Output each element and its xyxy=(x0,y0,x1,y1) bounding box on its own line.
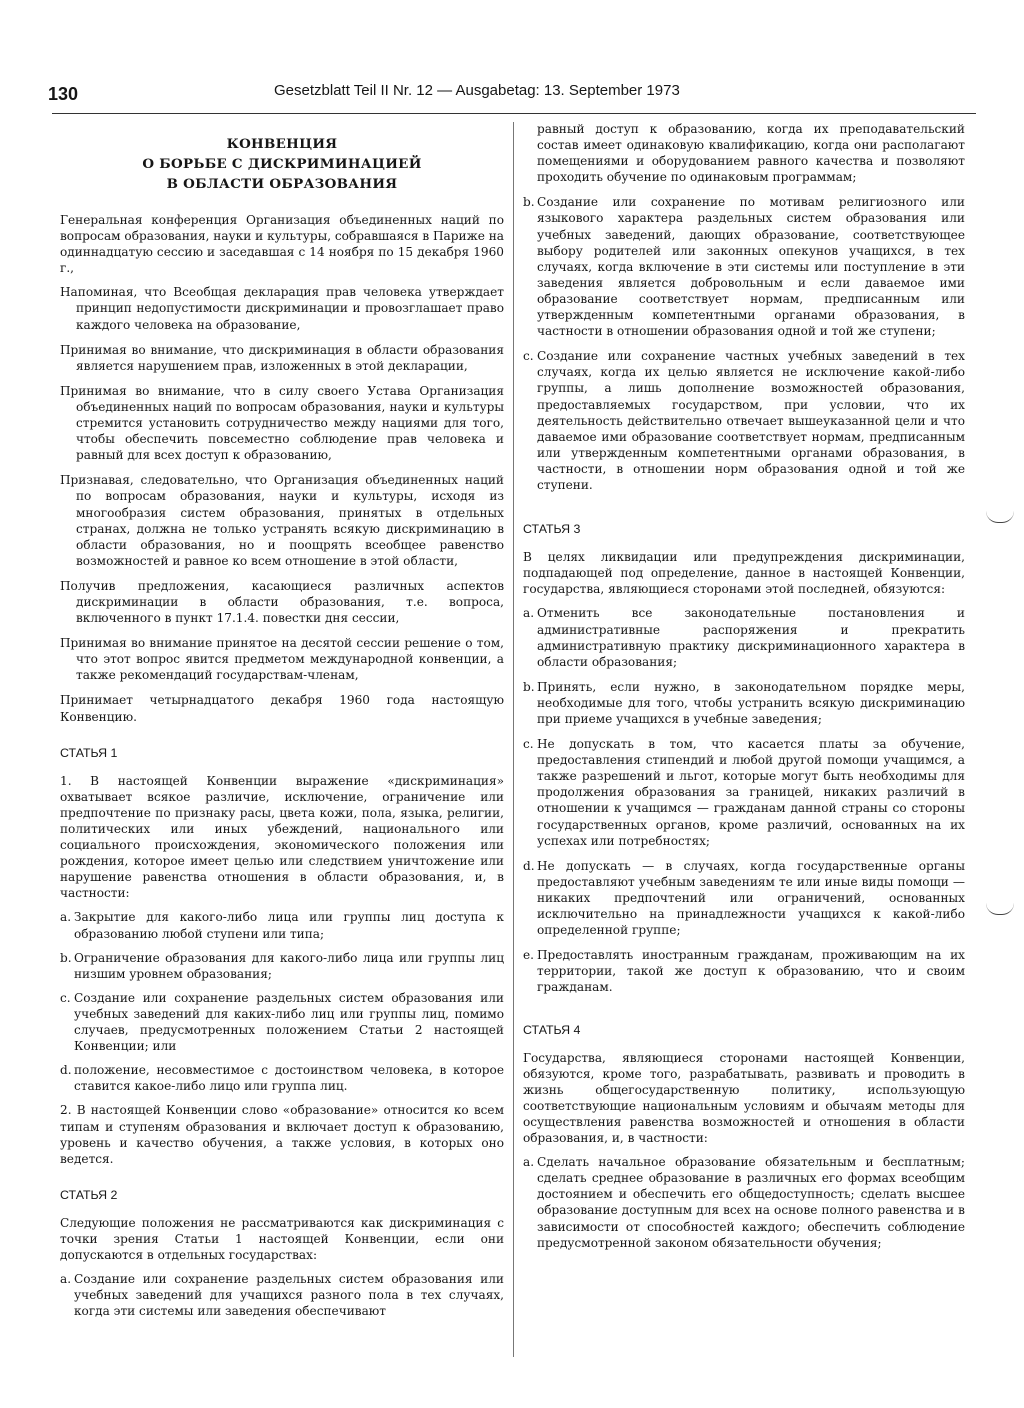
list-item xyxy=(60,1062,504,1094)
title-line-1: КОНВЕНЦИЯ xyxy=(226,136,338,152)
list-item xyxy=(523,348,965,493)
list-item xyxy=(523,679,965,727)
margin-mark xyxy=(986,508,1014,523)
item-label: a. xyxy=(523,606,535,621)
preamble-paragraph: Принимая во внимание, что дискриминация в области образования является нарушением прав, изложенных в этой декларации, xyxy=(60,342,504,373)
item-text: положение, несовместимое с достоинством человека, в которое ставится какое-либо лицо или группа лиц. xyxy=(74,1063,504,1094)
item-label: b. xyxy=(523,679,535,694)
list-item xyxy=(60,909,504,941)
list-item xyxy=(60,950,504,982)
list-item xyxy=(523,858,965,938)
list-item xyxy=(523,736,965,849)
article-1-paragraph-1: 1. В настоящей Конвенции выражение «дискриминация» охватывает всякое различие, исключение, ограничение или предпочтение по признаку расы, цвета кожи, пола, языка, религии, политических или иных убеждений, национального или социального происхождения, экономического положения или рождения, которое имеет целью или следствием уничтожение или нарушение равенства отношения в области образования, и, в частности: xyxy=(60,773,504,901)
article-3-heading: СТАТЬЯ 3 xyxy=(523,522,581,537)
header-rule xyxy=(52,113,976,114)
list-item xyxy=(523,947,965,995)
left-column xyxy=(60,126,504,1327)
article-1-heading: СТАТЬЯ 1 xyxy=(60,745,118,760)
preamble xyxy=(60,284,504,683)
item-text: Не допускать — в случаях, когда государственные органы предоставляют учебным заведениям те или иные виды помощи — никаких предпочтений или ограничений, основанных исключительно на принадлежности учащихся к какой-либо определенной группе; xyxy=(537,858,965,938)
list-item xyxy=(60,1271,504,1319)
preamble-intro: Генеральная конференция Организация объединенных наций по вопросам образования, науки и культуры, собравшаяся в Париже на одиннадцатую сессию и заседавшая с 14 ноября по 15 декабря 1960 г., xyxy=(60,213,504,276)
right-column xyxy=(523,121,965,1260)
running-title: Gesetzblatt Teil II Nr. 12 — Ausgabetag: 13. September 1973 xyxy=(274,82,680,99)
preamble-paragraph: Признавая, следовательно, что Организация объединенных наций по вопросам образования, науки и культуры, исходя из многообразия систем образования, принятых в отдельных странах, должна не только устранять всякую дискриминацию в области образования, но и поощрять всеобщее равенство возможностей и равное ко всем отношение в этой области, xyxy=(60,473,504,568)
item-label: a. xyxy=(523,1155,535,1170)
item-text: Не допускать в том, что касается платы за обучение, предоставления стипендий и любой другой помощи учащимся, а также разрешений и льгот, которые могут быть необходимы для продолжения образования за границей, никаких различий в отношении к учащимся — гражданам данной страны со стороны государственных органов, кроме различий, основанных на их успехах или потребностях; xyxy=(537,737,965,848)
list-item xyxy=(523,194,965,339)
page-header xyxy=(30,78,990,106)
title-line-3: В ОБЛАСТИ ОБРАЗОВАНИЯ xyxy=(166,176,398,192)
margin-mark xyxy=(986,900,1014,915)
list-item xyxy=(523,1154,965,1251)
list-item xyxy=(60,990,504,1054)
item-label-spacer xyxy=(523,121,537,185)
item-text: Отменить все законодательные постановления и административные распоряжения и прекратить административную практику дискриминационного характера в области образования; xyxy=(537,606,965,669)
article-1-paragraph-2: 2. В настоящей Конвенции слово «образование» относится ко всем типам и ступеням образования и включает доступ к образованию, уровень и качество обучения, а также условия, в которых оно ведется. xyxy=(60,1103,504,1166)
item-text: Сделать начальное образование обязательным и бесплатным; сделать среднее образование в различных его формах всеобщим достоянием и обеспечить его общедоступность; сделать высшее образование доступным для всех на основе полного равенства и в зависимости от способностей каждого; обеспечить соблюдение предусмотренной законом обязательности обучения; xyxy=(537,1155,965,1250)
page-number: 130 xyxy=(48,84,79,104)
item-text: равный доступ к образованию, когда их преподавательский состав имеет одинаковую квалификацию, когда они располагают помещениями и оборудованием равного качества и позволяют проходить обучение по одинаковым программам; xyxy=(537,122,965,185)
preamble-paragraph: Принимая во внимание принятое на десятой сессии решение о том, что этот вопрос явится предметом международной конвенции, а также рекомендаций государствам-членам, xyxy=(60,636,504,683)
item-text: Создание или сохранение раздельных систем образования или учебных заведений для учащихся разного пола в тех случаях, когда эти системы или заведения обеспечивают xyxy=(74,1272,504,1319)
article-4-heading: СТАТЬЯ 4 xyxy=(523,1022,581,1037)
item-label: d. xyxy=(60,1063,72,1078)
item-text: Предоставлять иностранным гражданам, проживающим на их территории, такой же доступ к образованию, что и своим гражданам. xyxy=(537,948,965,995)
preamble-paragraph: Получив предложения, касающиеся различных аспектов дискриминации в области образования, т.е. вопроса, включенного в пункт 17.1.4. повестки дня сессии, xyxy=(60,578,504,626)
document-title xyxy=(60,134,504,194)
title-line-2: О БОРЬБЕ С ДИСКРИМИНАЦИЕЙ xyxy=(142,156,422,172)
item-text: Принять, если нужно, в законодательном порядке меры, необходимые для того, чтобы устранить всякую дискриминацию при приеме учащихся в учебные заведения; xyxy=(537,679,965,726)
item-label: c. xyxy=(523,737,534,752)
preamble-paragraph: Принимая во внимание, что в силу своего Устава Организация объединенных наций по вопросам образования, науки и культуры стремится установить сотрудничество между нациями для того, чтобы обеспечить повсеместно соблюдение прав человека и равный для всех доступ к образованию, xyxy=(60,383,504,463)
column-divider xyxy=(513,122,514,1357)
item-label: c. xyxy=(60,990,71,1005)
item-label: d. xyxy=(523,858,535,873)
item-label: b. xyxy=(60,950,72,965)
preamble-paragraph: Напоминая, что Всеобщая декларация прав человека утверждает принцип недопустимости дискриминации и провозглашает право каждого человека на образование, xyxy=(60,285,504,332)
item-label: b. xyxy=(523,195,535,210)
item-text: Создание или сохранение раздельных систем образования или учебных заведений для каких-либо лиц или группы лиц, помимо случаев, предусмотренных положением Статьи 2 настоящей Конвенции; или xyxy=(74,990,504,1054)
item-label: c. xyxy=(523,349,534,364)
item-text: Создание или сохранение по мотивам религиозного или языкового характера раздельных систем образования или учебных заведений, дающих образование, соответствующее выбору родителей или законных опекунов учащихся, в тех случаях, когда включение в эти системы или поступление в эти заведения является добровольным и если даваемое ими образование соответствует нормам, предписанным или утвержденным компетентными органами образования, в частности в отношении образования одной и той же ступени; xyxy=(537,195,965,339)
item-text: Создание или сохранение частных учебных заведений в тех случаях, когда их целью является не исключение какой-либо группы, а лишь дополнение возможностей образования, предоставляемых государством, при условии, что их деятельность действительно отвечает вышеуказанной цели и что даваемое ими образование соответствует нормам, предписанным или утвержденным компетентными органами образования, в частности, в отношении норм образования одной и той же ступени. xyxy=(537,349,965,492)
item-text: Ограничение образования для какого-либо лица или группы лиц низшим уровнем образования; xyxy=(74,950,504,981)
item-label: a. xyxy=(60,1272,72,1287)
list-item-continued xyxy=(523,121,965,185)
preamble-closing: Принимает четырнадцатого декабря 1960 года настоящую Конвенцию. xyxy=(60,693,504,724)
article-2-intro: Следующие положения не рассматриваются как дискриминация с точки зрения Статьи 1 настоящей Конвенции, если они допускаются в отдельных государствах: xyxy=(60,1215,504,1263)
item-text: Закрытие для какого-либо лица или группы лиц доступа к образованию любой ступени или типа; xyxy=(74,910,504,941)
article-4-intro: Государства, являющиеся сторонами настоящей Конвенции, обязуются, кроме того, разрабатывать, развивать и проводить в жизнь общегосударственную политику, использующую соответствующие национальным условиям и обычаям методы для осуществления равенства возможностей и отношения в области образования, и, в частности: xyxy=(523,1050,965,1146)
item-label: e. xyxy=(523,948,535,963)
item-label: a. xyxy=(60,910,72,925)
list-item xyxy=(523,605,965,669)
article-2-heading: СТАТЬЯ 2 xyxy=(60,1187,118,1202)
article-3-intro: В целях ликвидации или предупреждения дискриминации, подпадающей под определение, данное в настоящей Конвенции, государства, являющиеся сторонами этой последней, обязуются: xyxy=(523,550,965,597)
